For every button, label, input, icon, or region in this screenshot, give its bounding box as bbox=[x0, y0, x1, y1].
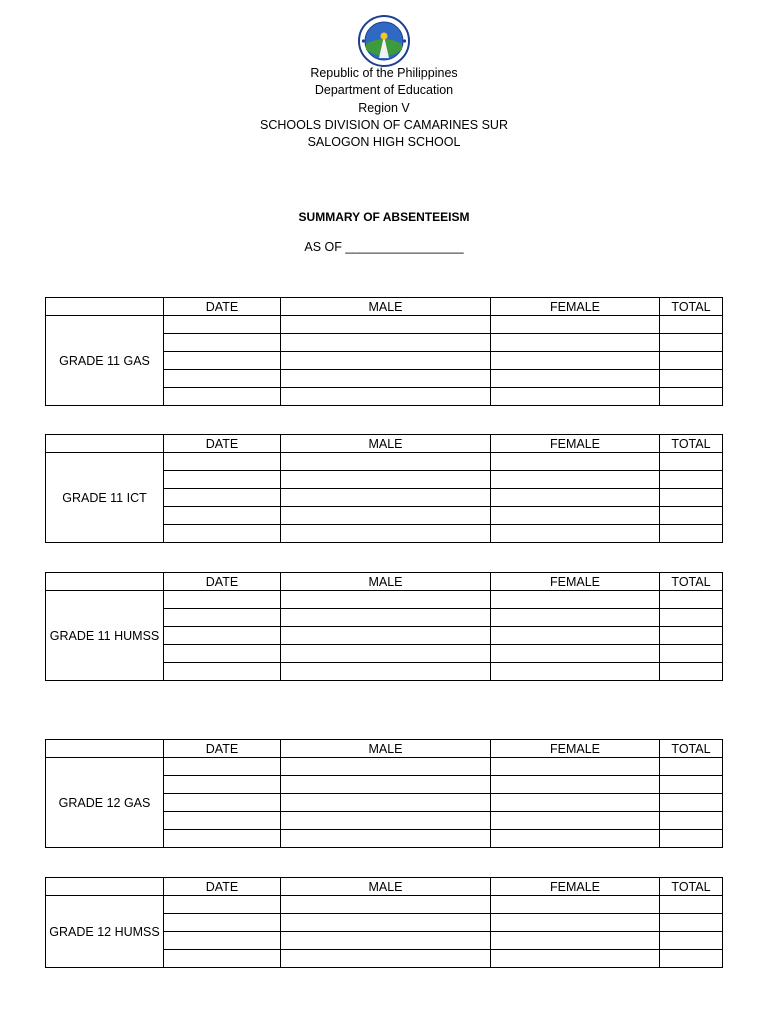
male-cell[interactable] bbox=[281, 352, 491, 370]
male-cell[interactable] bbox=[281, 316, 491, 334]
total-cell[interactable] bbox=[660, 830, 723, 848]
grade-section-label: GRADE 12 GAS bbox=[46, 758, 164, 848]
col-header-date: DATE bbox=[164, 740, 281, 758]
total-cell[interactable] bbox=[660, 471, 723, 489]
col-header-male: MALE bbox=[281, 573, 491, 591]
total-cell[interactable] bbox=[660, 950, 723, 968]
male-cell[interactable] bbox=[281, 591, 491, 609]
male-cell[interactable] bbox=[281, 830, 491, 848]
absentee-table-grade-11-humss bbox=[45, 572, 723, 681]
male-cell[interactable] bbox=[281, 334, 491, 352]
total-cell[interactable] bbox=[660, 525, 723, 543]
date-cell[interactable] bbox=[164, 370, 281, 388]
female-cell[interactable] bbox=[491, 645, 660, 663]
col-header-female: FEMALE bbox=[491, 298, 660, 316]
col-header-total: TOTAL bbox=[660, 298, 723, 316]
male-cell[interactable] bbox=[281, 663, 491, 681]
total-cell[interactable] bbox=[660, 609, 723, 627]
col-header-female: FEMALE bbox=[491, 573, 660, 591]
col-header-date: DATE bbox=[164, 298, 281, 316]
male-cell[interactable] bbox=[281, 645, 491, 663]
date-cell[interactable] bbox=[164, 591, 281, 609]
col-header-female: FEMALE bbox=[491, 740, 660, 758]
date-cell[interactable] bbox=[164, 316, 281, 334]
total-cell[interactable] bbox=[660, 663, 723, 681]
female-cell[interactable] bbox=[491, 591, 660, 609]
col-header-male: MALE bbox=[281, 435, 491, 453]
table-corner-cell bbox=[46, 878, 164, 896]
male-cell[interactable] bbox=[281, 812, 491, 830]
total-cell[interactable] bbox=[660, 794, 723, 812]
total-cell[interactable] bbox=[660, 334, 723, 352]
table-corner-cell bbox=[46, 740, 164, 758]
absentee-table-grade-12-humss bbox=[45, 877, 723, 968]
grade-section-label: GRADE 11 ICT bbox=[46, 453, 164, 543]
col-header-total: TOTAL bbox=[660, 435, 723, 453]
date-cell[interactable] bbox=[164, 830, 281, 848]
col-header-total: TOTAL bbox=[660, 573, 723, 591]
letterhead bbox=[0, 65, 768, 151]
male-cell[interactable] bbox=[281, 453, 491, 471]
female-cell[interactable] bbox=[491, 370, 660, 388]
col-header-date: DATE bbox=[164, 878, 281, 896]
date-cell[interactable] bbox=[164, 352, 281, 370]
female-cell[interactable] bbox=[491, 609, 660, 627]
date-cell[interactable] bbox=[164, 932, 281, 950]
header-line-school: SALOGON HIGH SCHOOL bbox=[307, 135, 461, 150]
male-cell[interactable] bbox=[281, 489, 491, 507]
date-cell[interactable] bbox=[164, 453, 281, 471]
male-cell[interactable] bbox=[281, 950, 491, 968]
date-cell[interactable] bbox=[164, 914, 281, 932]
female-cell[interactable] bbox=[491, 507, 660, 525]
total-cell[interactable] bbox=[660, 776, 723, 794]
female-cell[interactable] bbox=[491, 316, 660, 334]
female-cell[interactable] bbox=[491, 627, 660, 645]
school-logo bbox=[357, 14, 411, 68]
col-header-total: TOTAL bbox=[660, 740, 723, 758]
grade-section-label: GRADE 12 HUMSS bbox=[46, 896, 164, 968]
male-cell[interactable] bbox=[281, 914, 491, 932]
date-cell[interactable] bbox=[164, 645, 281, 663]
total-cell[interactable] bbox=[660, 758, 723, 776]
date-cell[interactable] bbox=[164, 471, 281, 489]
absentee-table-grade-12-gas bbox=[45, 739, 723, 848]
col-header-date: DATE bbox=[164, 435, 281, 453]
male-cell[interactable] bbox=[281, 525, 491, 543]
male-cell[interactable] bbox=[281, 370, 491, 388]
date-cell[interactable] bbox=[164, 950, 281, 968]
header-line-division: SCHOOLS DIVISION OF CAMARINES SUR bbox=[260, 117, 508, 132]
header-line-region: Region V bbox=[358, 100, 410, 115]
male-cell[interactable] bbox=[281, 627, 491, 645]
male-cell[interactable] bbox=[281, 776, 491, 794]
total-cell[interactable] bbox=[660, 489, 723, 507]
table-corner-cell bbox=[46, 298, 164, 316]
total-cell[interactable] bbox=[660, 507, 723, 525]
female-cell[interactable] bbox=[491, 758, 660, 776]
total-cell[interactable] bbox=[660, 316, 723, 334]
col-header-total: TOTAL bbox=[660, 878, 723, 896]
male-cell[interactable] bbox=[281, 471, 491, 489]
male-cell[interactable] bbox=[281, 609, 491, 627]
absentee-table-grade-11-gas bbox=[45, 297, 723, 406]
female-cell[interactable] bbox=[491, 453, 660, 471]
absentee-table-grade-11-ict bbox=[45, 434, 723, 543]
female-cell[interactable] bbox=[491, 489, 660, 507]
female-cell[interactable] bbox=[491, 914, 660, 932]
date-cell[interactable] bbox=[164, 334, 281, 352]
as-of-line: AS OF _________________ bbox=[304, 240, 464, 254]
date-cell[interactable] bbox=[164, 388, 281, 406]
table-corner-cell bbox=[46, 435, 164, 453]
male-cell[interactable] bbox=[281, 388, 491, 406]
male-cell[interactable] bbox=[281, 896, 491, 914]
date-cell[interactable] bbox=[164, 627, 281, 645]
grade-section-label: GRADE 11 GAS bbox=[46, 316, 164, 406]
grade-section-label: GRADE 11 HUMSS bbox=[46, 591, 164, 681]
col-header-male: MALE bbox=[281, 878, 491, 896]
total-cell[interactable] bbox=[660, 645, 723, 663]
total-cell[interactable] bbox=[660, 914, 723, 932]
male-cell[interactable] bbox=[281, 507, 491, 525]
col-header-male: MALE bbox=[281, 740, 491, 758]
total-cell[interactable] bbox=[660, 370, 723, 388]
male-cell[interactable] bbox=[281, 932, 491, 950]
female-cell[interactable] bbox=[491, 950, 660, 968]
col-header-female: FEMALE bbox=[491, 435, 660, 453]
total-cell[interactable] bbox=[660, 352, 723, 370]
total-cell[interactable] bbox=[660, 812, 723, 830]
total-cell[interactable] bbox=[660, 388, 723, 406]
date-cell[interactable] bbox=[164, 896, 281, 914]
date-cell[interactable] bbox=[164, 812, 281, 830]
female-cell[interactable] bbox=[491, 388, 660, 406]
header-line-republic: Republic of the Philippines bbox=[310, 66, 458, 80]
female-cell[interactable] bbox=[491, 334, 660, 352]
total-cell[interactable] bbox=[660, 591, 723, 609]
date-cell[interactable] bbox=[164, 758, 281, 776]
female-cell[interactable] bbox=[491, 352, 660, 370]
col-header-male: MALE bbox=[281, 298, 491, 316]
date-cell[interactable] bbox=[164, 794, 281, 812]
female-cell[interactable] bbox=[491, 663, 660, 681]
col-header-date: DATE bbox=[164, 573, 281, 591]
date-cell[interactable] bbox=[164, 489, 281, 507]
total-cell[interactable] bbox=[660, 932, 723, 950]
date-cell[interactable] bbox=[164, 525, 281, 543]
female-cell[interactable] bbox=[491, 471, 660, 489]
female-cell[interactable] bbox=[491, 525, 660, 543]
female-cell[interactable] bbox=[491, 794, 660, 812]
female-cell[interactable] bbox=[491, 896, 660, 914]
date-cell[interactable] bbox=[164, 663, 281, 681]
date-cell[interactable] bbox=[164, 609, 281, 627]
total-cell[interactable] bbox=[660, 627, 723, 645]
female-cell[interactable] bbox=[491, 830, 660, 848]
female-cell[interactable] bbox=[491, 812, 660, 830]
table-corner-cell bbox=[46, 573, 164, 591]
total-cell[interactable] bbox=[660, 453, 723, 471]
col-header-female: FEMALE bbox=[491, 878, 660, 896]
date-cell[interactable] bbox=[164, 776, 281, 794]
male-cell[interactable] bbox=[281, 758, 491, 776]
male-cell[interactable] bbox=[281, 794, 491, 812]
total-cell[interactable] bbox=[660, 896, 723, 914]
document-title: SUMMARY OF ABSENTEEISM bbox=[298, 210, 470, 224]
female-cell[interactable] bbox=[491, 776, 660, 794]
header-line-department: Department of Education bbox=[314, 83, 454, 98]
female-cell[interactable] bbox=[491, 932, 660, 950]
date-cell[interactable] bbox=[164, 507, 281, 525]
